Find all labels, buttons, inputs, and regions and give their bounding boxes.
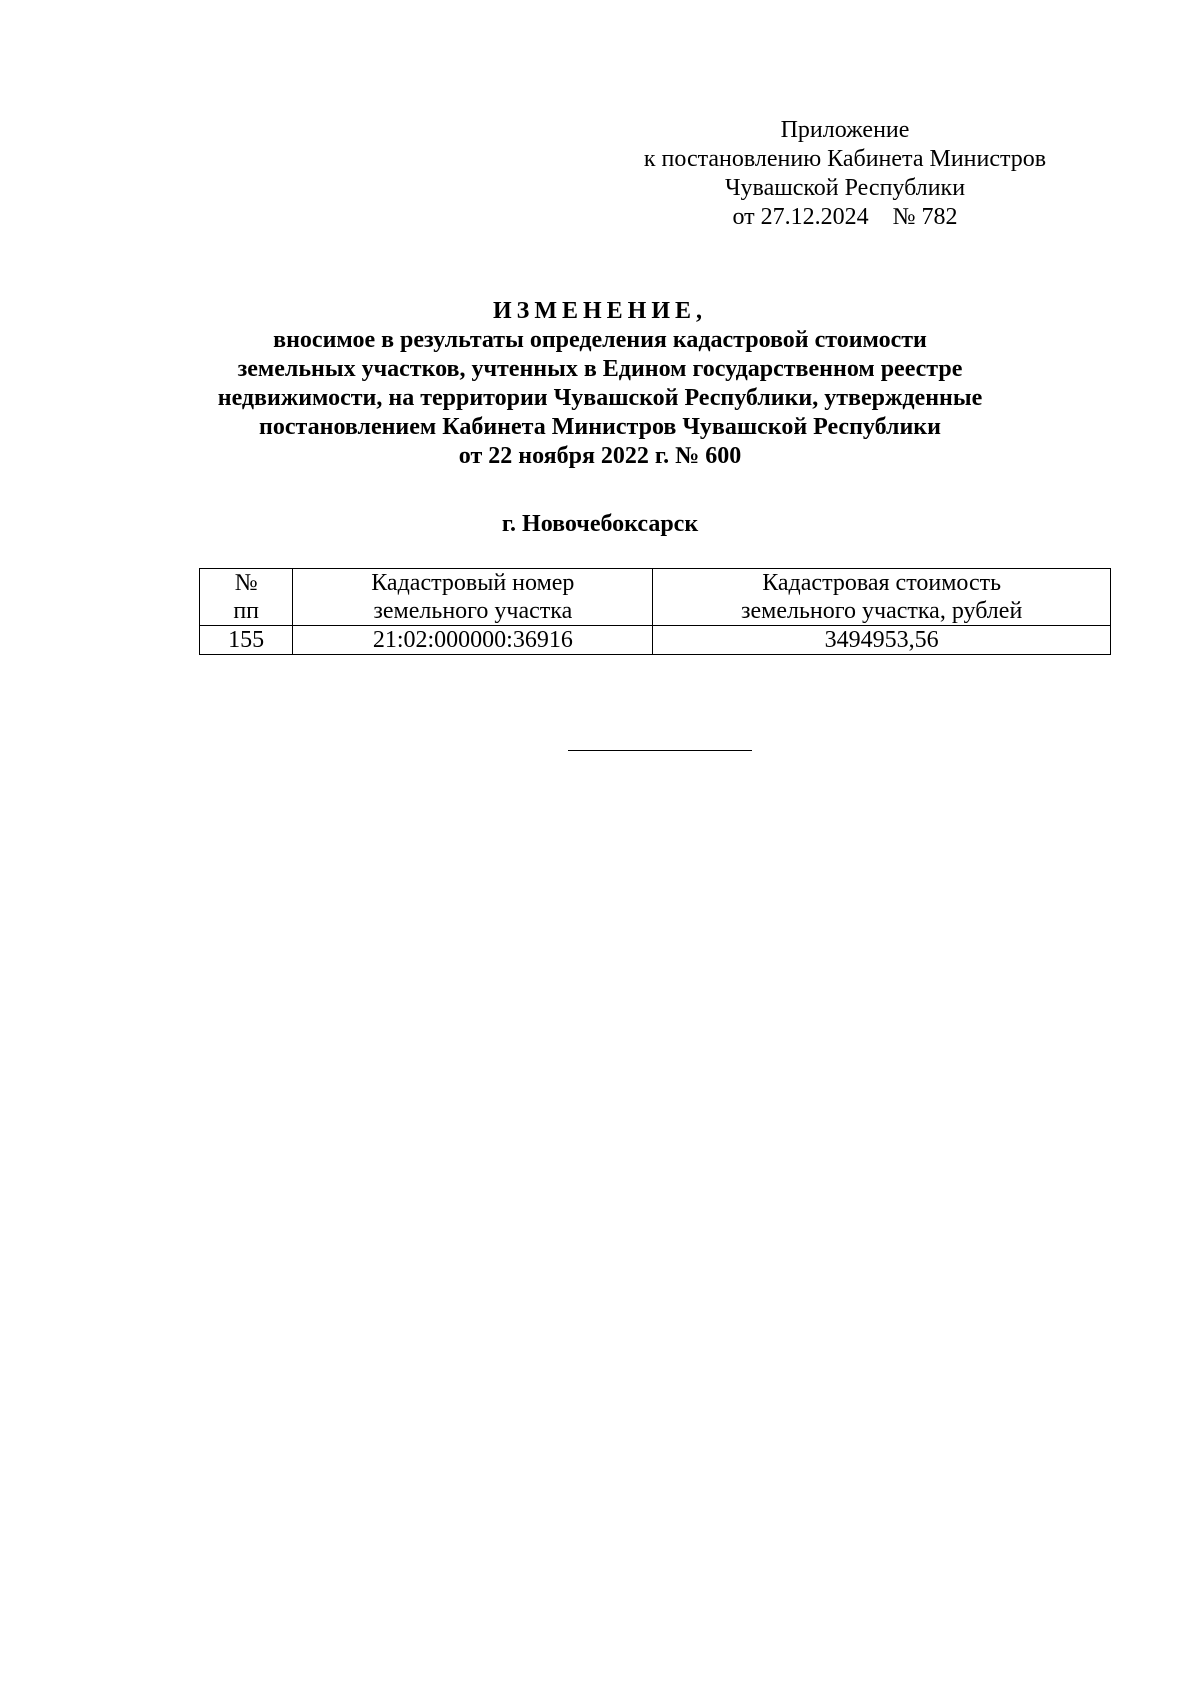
cell-number: 155	[200, 626, 293, 655]
appendix-block	[620, 116, 1070, 232]
document-heading	[150, 297, 1050, 471]
appendix-republic: Чувашской Республики	[724, 175, 966, 201]
header-id-line2: земельного участка	[373, 598, 573, 624]
end-divider	[568, 750, 752, 751]
heading-line-4: постановлением Кабинета Министров Чувашской Республики	[259, 414, 941, 440]
appendix-resolution: к постановлению Кабинета Министров	[643, 146, 1047, 172]
header-cadastral-cost	[653, 569, 1111, 626]
heading-line-3: недвижимости, на территории Чувашской Республики, утвержденные	[217, 385, 983, 411]
table-row	[200, 626, 1111, 655]
heading-line-2: земельных участков, учтенных в Едином государственном реестре	[237, 356, 963, 382]
appendix-label: Приложение	[780, 117, 910, 143]
table-header-row	[200, 569, 1111, 626]
cadastral-table	[199, 568, 1111, 655]
heading-line-5: от 22 ноября 2022 г. № 600	[458, 443, 742, 469]
document-title: ИЗМЕНЕНИЕ,	[492, 298, 707, 324]
header-number-line1: №	[234, 570, 258, 596]
city-name: г. Новочебоксарск	[501, 511, 699, 537]
heading-line-1: вносимое в результаты определения кадастровой стоимости	[273, 327, 927, 353]
cell-cadastral-number: 21:02:000000:36916	[293, 626, 653, 655]
header-number-line2: пп	[233, 598, 260, 624]
header-number	[200, 569, 293, 626]
header-cost-line1: Кадастровая стоимость	[762, 570, 1002, 596]
appendix-date-number: от 27.12.2024 № 782	[732, 204, 958, 230]
header-cadastral-number	[293, 569, 653, 626]
cell-cadastral-cost: 3494953,56	[653, 626, 1111, 655]
header-cost-line2: земельного участка, рублей	[741, 598, 1023, 624]
header-id-line1: Кадастровый номер	[371, 570, 575, 596]
